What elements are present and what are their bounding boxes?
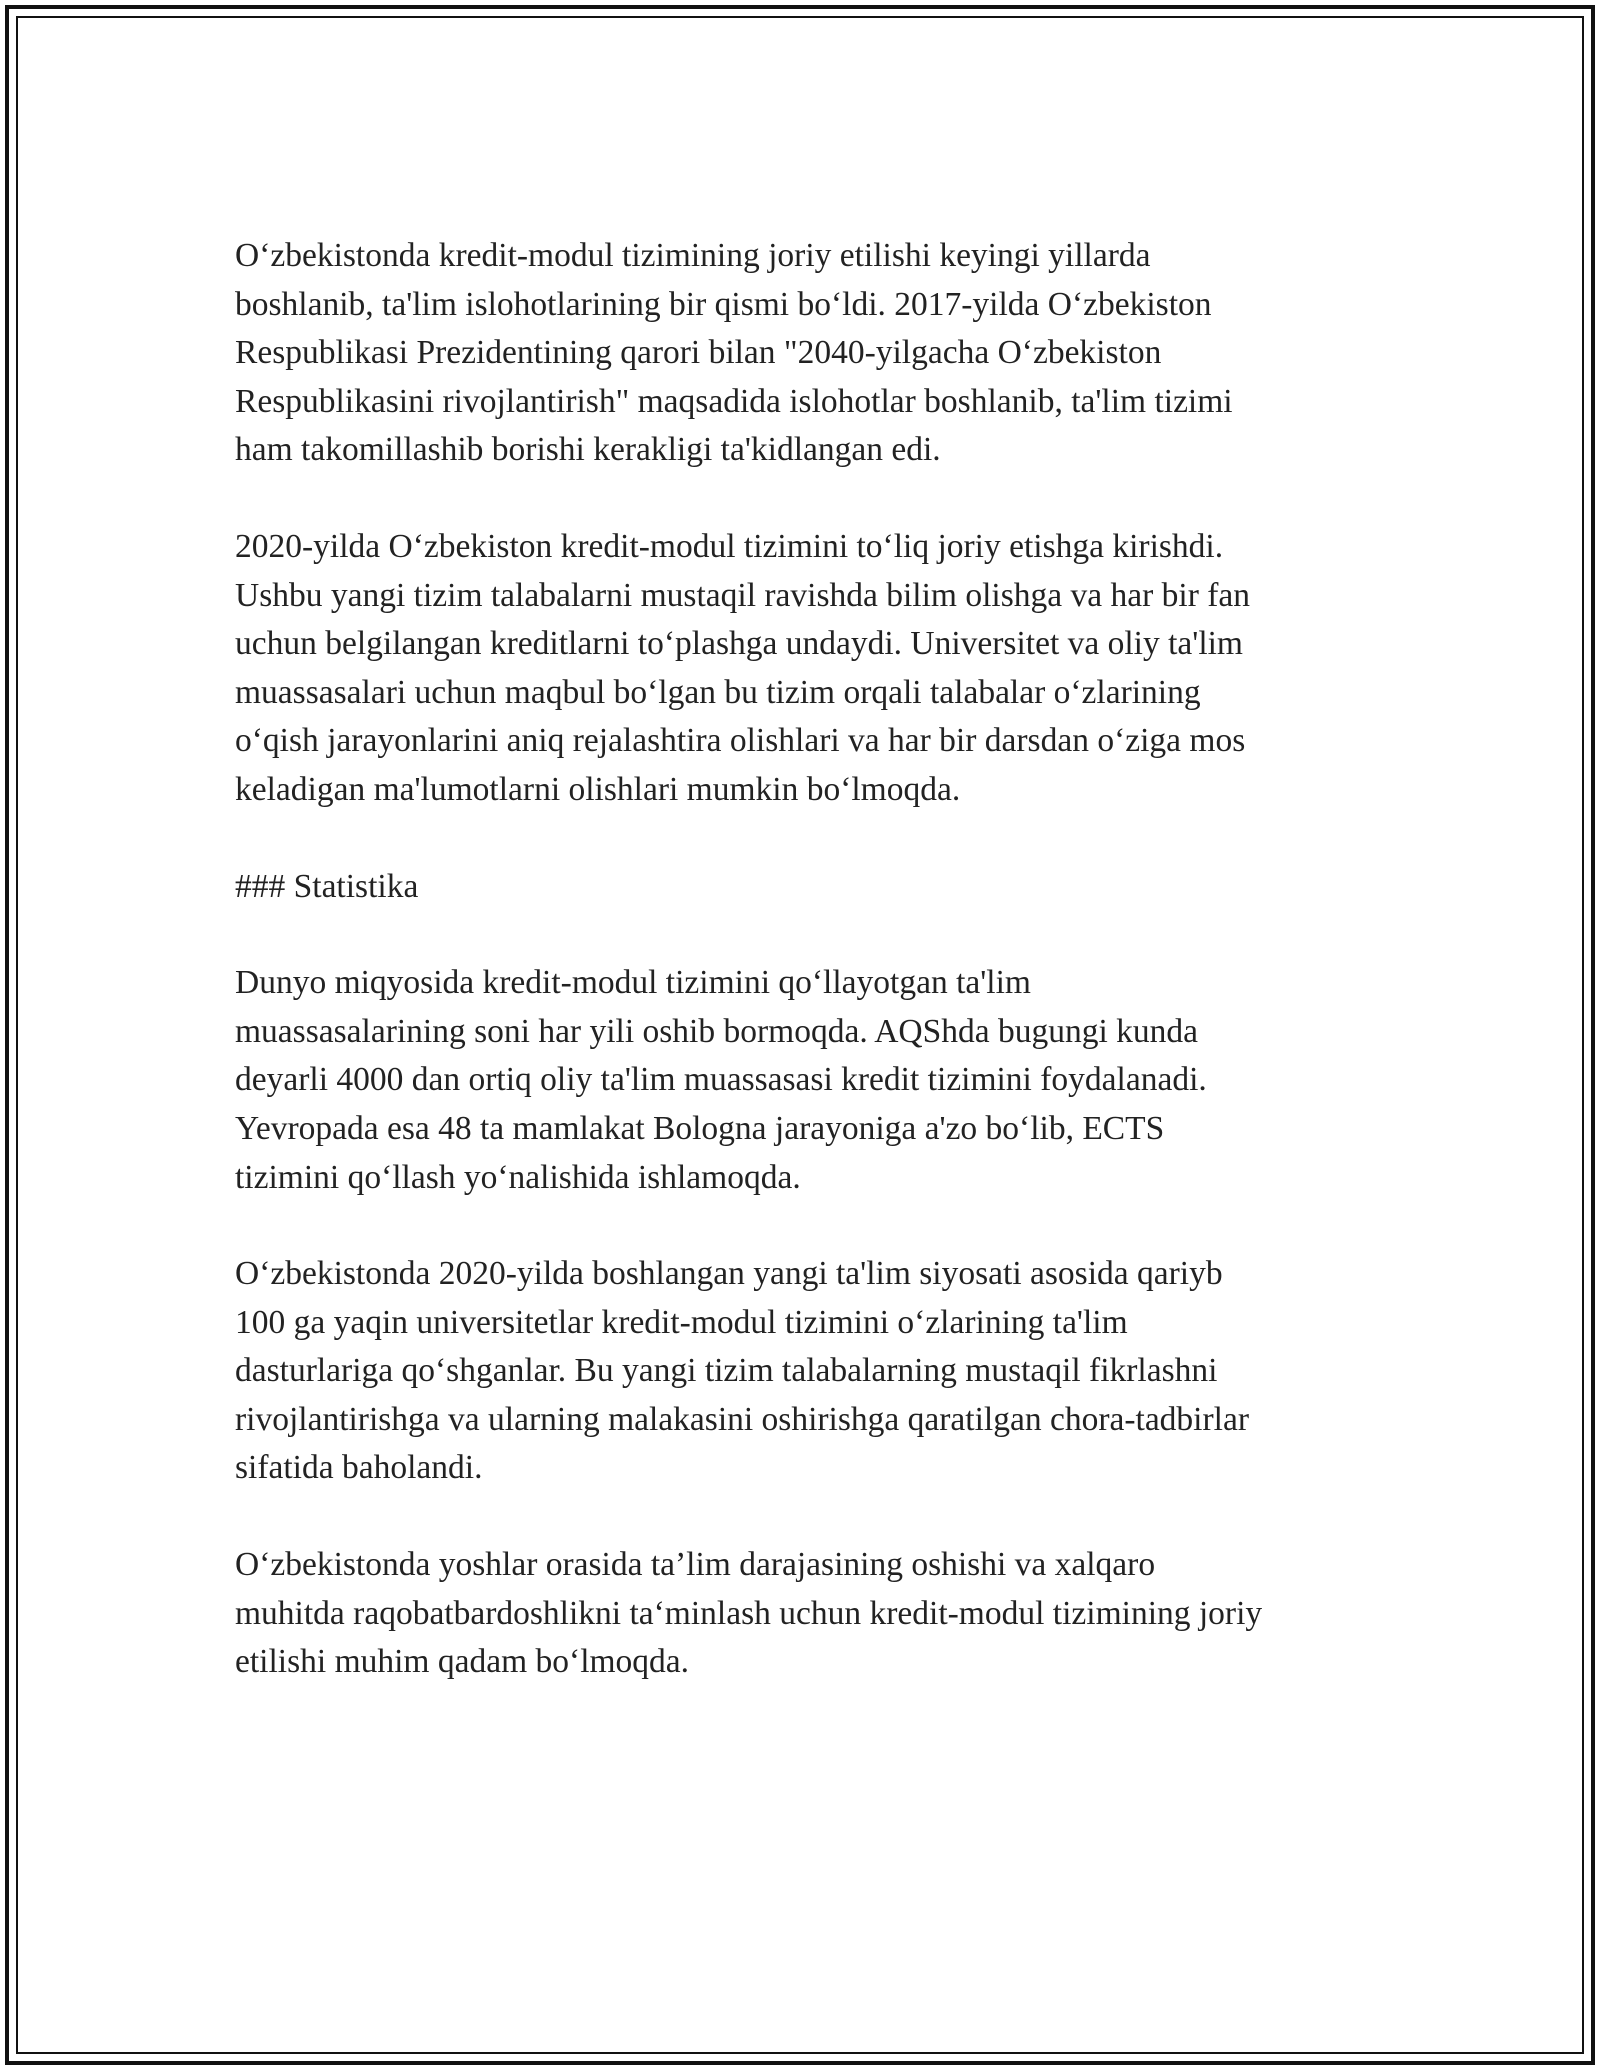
text-line: uchun belgilangan kreditlarni to‘plashga undaydi. Universitet va oliy ta'lim xyxy=(235,625,1243,663)
section-heading: ### Statistika xyxy=(235,867,419,905)
text-line: 2020-yilda O‘zbekiston kredit-modul tizimini to‘liq joriy etishga kirishdi. xyxy=(235,527,1224,565)
paragraph-5 xyxy=(235,1541,1375,1687)
text-line: tizimini qo‘llash yo‘nalishida ishlamoqda. xyxy=(235,1158,801,1196)
text-line: 100 ga yaqin universitetlar kredit-modul tizimini o‘zlarining ta'lim xyxy=(235,1303,1128,1341)
text-line: Ushbu yangi tizim talabalarni mustaqil ravishda bilim olishga va har bir fan xyxy=(235,576,1250,614)
text-line: Respublikasini rivojlantirish" maqsadida islohotlar boshlanib, ta'lim tizimi xyxy=(235,382,1233,420)
text-line: keladigan ma'lumotlarni olishlari mumkin bo‘lmoqda. xyxy=(235,770,961,808)
text-line: O‘zbekistonda 2020-yilda boshlangan yangi ta'lim siyosati asosida qariyb xyxy=(235,1255,1223,1293)
text-line: muassasalarining soni har yili oshib bormoqda. AQShda bugungi kunda xyxy=(235,1012,1199,1050)
text-line: o‘qish jarayonlarini aniq rejalashtira olishlari va har bir darsdan o‘ziga mos xyxy=(235,722,1246,760)
text-line: boshlanib, ta'lim islohotlarining bir qismi bo‘ldi. 2017-yilda O‘zbekiston xyxy=(235,285,1212,323)
text-line: sifatida baholandi. xyxy=(235,1449,483,1487)
text-line: ham takomillashib borishi kerakligi ta'kidlangan edi. xyxy=(235,431,941,469)
text-line: etilishi muhim qadam bo‘lmoqda. xyxy=(235,1643,690,1681)
paragraph-3 xyxy=(235,959,1375,1202)
text-line: deyarli 4000 dan ortiq oliy ta'lim muassasasi kredit tizimini foydalanadi. xyxy=(235,1061,1207,1099)
text-line: O‘zbekistonda yoshlar orasida ta’lim darajasining oshishi va xalqaro xyxy=(235,1546,1156,1584)
paragraph-2 xyxy=(235,523,1375,815)
text-line: Yevropada esa 48 ta mamlakat Bologna jarayoniga a'zo bo‘lib, ECTS xyxy=(235,1109,1165,1147)
text-line: Respublikasi Prezidentining qarori bilan "2040-yilgacha O‘zbekiston xyxy=(235,334,1162,372)
text-line: muhitda raqobatbardoshlikni ta‘minlash uchun kredit-modul tizimining joriy xyxy=(235,1594,1263,1632)
text-line: rivojlantirishga va ularning malakasini oshirishga qaratilgan chora-tadbirlar xyxy=(235,1400,1249,1438)
document-body xyxy=(235,232,1375,1735)
paragraph-1 xyxy=(235,232,1375,475)
text-line: dasturlariga qo‘shganlar. Bu yangi tizim talabalarning mustaqil fikrlashni xyxy=(235,1352,1218,1390)
text-line: Dunyo miqyosida kredit-modul tizimini qo‘llayotgan ta'lim xyxy=(235,964,1031,1002)
paragraph-4 xyxy=(235,1250,1375,1493)
text-line: O‘zbekistonda kredit-modul tizimining joriy etilishi keyingi yillarda xyxy=(235,237,1151,274)
text-line: muassasalari uchun maqbul bo‘lgan bu tizim orqali talabalar o‘zlarining xyxy=(235,673,1201,711)
